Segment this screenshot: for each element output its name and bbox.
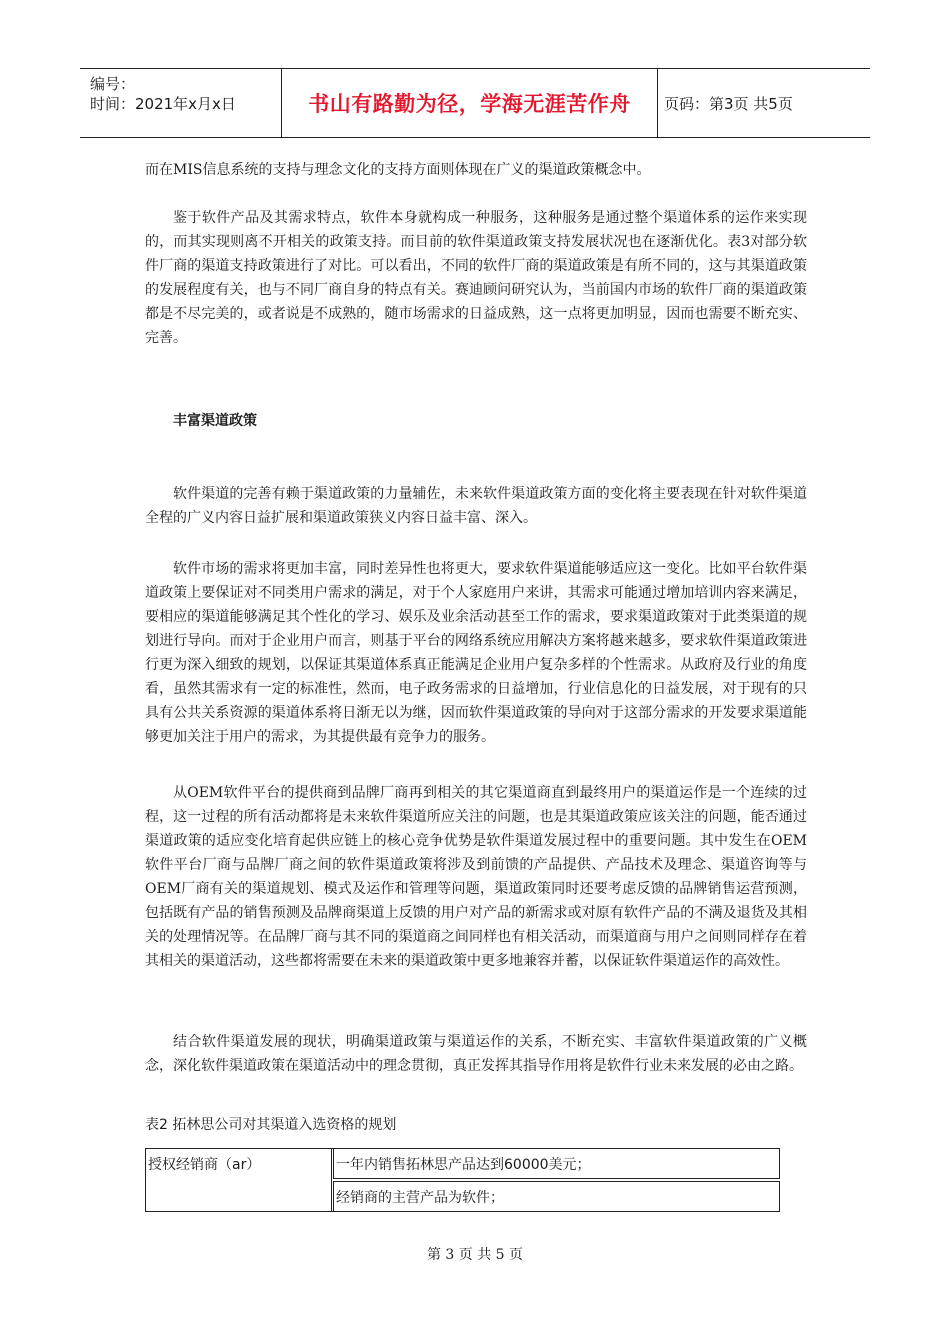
paragraph-3: 软件市场的需求将更加丰富，同时差异性也将更大，要求软件渠道能够适应这一变化。比如平台软件渠道政策上要保证对不同类用户需求的满足，对于个人家庭用户来讲，其需求可能通过增加培训内容来满足，要相应的渠道能够满足其个性化的学习、娱乐及业余活动甚至工作的需求，要求渠道政策对于此类渠道的规划进行导向。而对于企业用户而言，则基于平台的网络系统应用解决方案将越来越多，要求软件渠道政策进行更为深入细致的规划，以保证其渠道体系真正能满足企业用户复杂多样的个性需求。从政府及行业的角度看，虽然其需求有一定的标准性，然而，电子政务需求的日益增加，行业信息化的日益发展，对于现有的只具有公共关系资源的渠道体系将日渐无以为继，因而软件渠道政策的导向对于这部分需求的开发要求渠道能够更加关注于用户的需求，为其提供最有竞争力的服务。 xyxy=(145,561,807,745)
paragraph-4: 从OEM软件平台的提供商到品牌厂商再到相关的其它渠道商直到最终用户的渠道运作是一个连续的过程，这一过程的所有活动都将是未来软件渠道所应关注的问题，也是其渠道政策应该关注的问题，能否通过渠道政策的适应变化培育起供应链上的核心竞争优势是软件渠道发展过程中的重要问题。其中发生在OEM软件平台厂商与品牌厂商之间的软件渠道政策将涉及到前馈的产品提供、产品技术及理念、渠道咨询等与OEM厂商有关的渠道规划、模式及运作和管理等问题，渠道政策同时还要考虑反馈的品牌销售运营预测，包括既有产品的销售预测及品牌商渠道上反馈的用户对产品的新需求或对原有软件产品的不满及退货及其相关的处理情况等。在品牌厂商与其不同的渠道商之间同样也有相关活动，而渠道商与用户之间则同样存在着其相关的渠道活动，这些都将需要在未来的渠道政策中更多地兼容并蓄，以保证软件渠道运作的高效性。 xyxy=(145,785,807,969)
table-category-cell: 授权经销商（ar） xyxy=(146,1149,332,1211)
qualification-table xyxy=(145,1148,780,1212)
paragraph-0: 而在MIS信息系统的支持与理念文化的支持方面则体现在广义的渠道政策概念中。 xyxy=(145,162,651,178)
paragraph-5: 结合软件渠道发展的现状，明确渠道政策与渠道运作的关系，不断充实、丰富软件渠道政策的广义概念，深化软件渠道政策在渠道活动中的理念贯彻，真正发挥其指导作用将是软件行业未来发展的必由之路。 xyxy=(145,1034,807,1074)
header-page-label: 页码：第3页 共5页 xyxy=(664,94,793,113)
paragraph-2: 软件渠道的完善有赖于渠道政策的力量辅佐，未来软件渠道政策方面的变化将主要表现在针对软件渠道全程的广义内容日益扩展和渠道政策狭义内容日益丰富、深入。 xyxy=(145,486,807,526)
header-meta xyxy=(80,69,280,137)
header-table xyxy=(80,68,870,138)
paragraph-1: 鉴于软件产品及其需求特点，软件本身就构成一种服务，这种服务是通过整个渠道体系的运作来实现的，而其实现则离不开相关的政策支持。而目前的软件渠道政策支持发展状况也在逐渐优化。表3对部分软件厂商的渠道支持政策进行了对比。可以看出，不同的软件厂商的渠道政策是有所不同的，这与其渠道政策的发展程度有关，也与不同厂商自身的特点有关。赛迪顾问研究认为，当前国内市场的软件厂商的渠道政策都是不尽完美的，或者说是不成熟的，随市场需求的日益成熟，这一点将更加明显，因而也需要不断充实、完善。 xyxy=(145,210,807,346)
section-heading: 丰富渠道政策 xyxy=(173,413,257,429)
table-row: 经销商的主营产品为软件； xyxy=(333,1181,780,1211)
header-motto: 书山有路勤为径，学海无涯苦作舟 xyxy=(281,69,658,137)
document-time-label: 时间：2021年x月x日 xyxy=(90,95,236,113)
page-footer: 第 3 页 共 5 页 xyxy=(426,1247,524,1263)
document-number-label: 编号： xyxy=(90,75,136,93)
table-row: 一年内销售拓林思产品达到60000美元； xyxy=(333,1149,780,1179)
table-caption: 表2 拓林思公司对其渠道入选资格的规划 xyxy=(145,1117,397,1133)
